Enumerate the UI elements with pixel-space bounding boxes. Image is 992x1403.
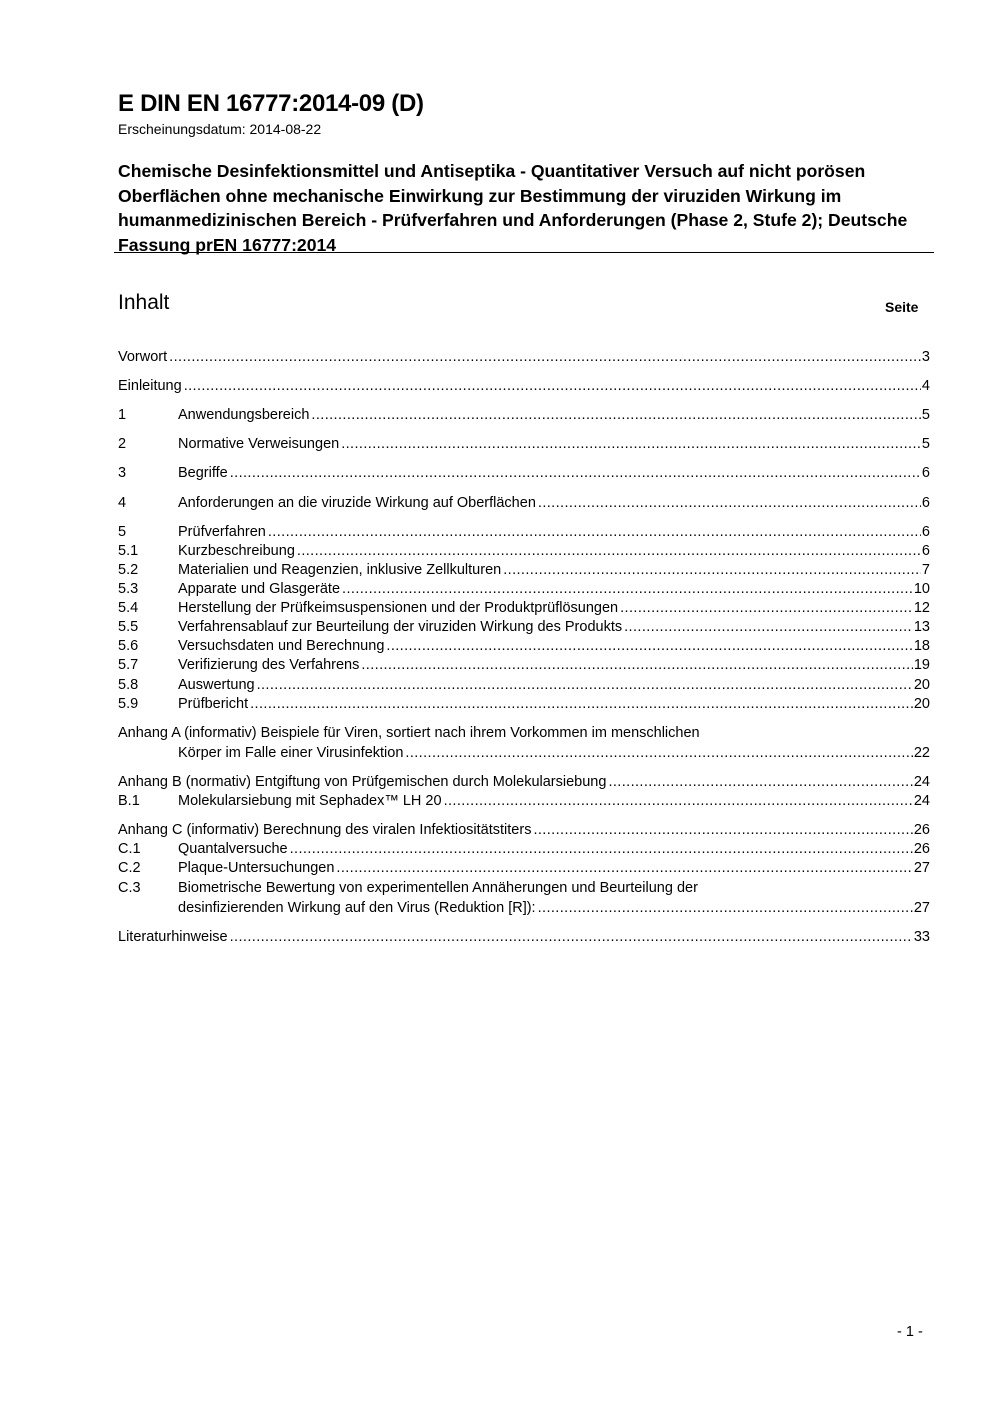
toc-entry-number: 5.5 [118,619,139,635]
toc-entry-page: 20 [913,677,930,693]
toc-entry-label: Apparate und Glasgeräte [178,581,341,597]
toc-entry-number: 5.8 [118,677,139,693]
toc-entry[interactable] [118,348,930,367]
toc-entry-page: 6 [921,465,930,481]
toc-entry-label: Kurzbeschreibung [178,543,295,559]
toc-entry[interactable] [118,656,930,675]
toc-entry-number: 5.9 [118,696,139,712]
toc-entry[interactable] [118,435,930,454]
toc-entry[interactable] [118,792,930,811]
toc-entry-label: Versuchsdaten und Berechnung [178,638,385,654]
toc-entry-number: 5.7 [118,657,139,673]
toc-entry-page: 5 [921,407,930,423]
toc-entry-label: Begriffe [178,465,228,481]
page-number: - 1 - [897,1324,923,1340]
toc-dot-leader [184,377,921,396]
toc-entry[interactable] [118,879,930,918]
toc-entry-page: 4 [921,378,930,394]
toc-entry-page: 26 [913,841,930,857]
toc-entry[interactable] [118,580,930,599]
toc-entry-page: 6 [921,495,930,511]
toc-entry-label: Prüfbericht [178,696,249,712]
toc-entry-label: Anhang A (informativ) Beispiele für Viren, sortiert nach ihrem Vorkommen im menschlichen [118,725,700,741]
toc-entry-number: 5.2 [118,562,139,578]
toc-entry[interactable] [118,695,930,714]
toc-dot-leader [336,859,912,878]
toc-entry-page: 33 [913,929,930,945]
toc-entry-label: Anhang C (informativ) Berechnung des viralen Infektiositätstiters [118,822,532,838]
document-id: E DIN EN 16777:2014-09 (D) [118,90,424,117]
toc-entry[interactable] [118,542,930,561]
toc-dot-leader [361,656,913,675]
toc-entry-number: 5.3 [118,581,139,597]
toc-dot-leader [608,773,912,792]
toc-entry-page: 7 [921,562,930,578]
toc-dot-leader [230,464,921,483]
toc-entry[interactable] [118,377,930,396]
toc-entry-page: 22 [913,745,930,761]
toc-page-column-heading: Seite [885,299,919,315]
toc-entry-number: 5.1 [118,543,139,559]
toc-entry-number: B.1 [118,793,140,809]
toc-entry-label: Anwendungsbereich [178,407,310,423]
toc-dot-leader [169,348,921,367]
toc-dot-leader [503,561,921,580]
toc-entry[interactable] [118,406,930,425]
toc-entry-page: 18 [913,638,930,654]
toc-entry[interactable] [118,840,930,859]
toc-entry-page: 6 [921,543,930,559]
toc-dot-leader [230,928,913,947]
toc-dot-leader [250,695,913,714]
toc-entry-number: 5.6 [118,638,139,654]
toc-entry-label: Herstellung der Prüfkeimsuspensionen und der Produktprüflösungen [178,600,619,616]
toc-entry-page: 6 [921,524,930,540]
toc-entry-page: 27 [913,900,930,916]
toc-entry-label: Verfahrensablauf zur Beurteilung der viruziden Wirkung des Produkts [178,619,623,635]
toc-entry-label: Anforderungen an die viruzide Wirkung auf Oberflächen [178,495,536,511]
toc-entry[interactable] [118,724,930,763]
toc-entry[interactable] [118,773,930,792]
toc-entry-label: Normative Verweisungen [178,436,340,452]
toc-dot-leader [290,840,913,859]
toc-entry-page: 24 [913,793,930,809]
toc-entry[interactable] [118,637,930,656]
toc-entry-number: C.2 [118,860,141,876]
toc-entry-label: Quantalversuche [178,841,288,857]
toc-dot-leader [257,676,913,695]
toc-entry-label: Einleitung [118,378,182,394]
toc-dot-leader [444,792,913,811]
toc-entry[interactable] [118,494,930,513]
toc-dot-leader [342,580,913,599]
toc-entry-page: 19 [913,657,930,673]
toc-dot-leader [386,637,912,656]
toc-entry-page: 13 [913,619,930,635]
toc-entry[interactable] [118,464,930,483]
toc-entry-page: 24 [913,774,930,790]
toc-entry-number: 2 [118,436,127,452]
toc-entry[interactable] [118,599,930,618]
toc-entry-number: 4 [118,495,127,511]
toc-dot-leader [268,523,921,542]
title-divider [114,252,934,253]
toc-entry[interactable] [118,859,930,878]
toc-entry-label: Biometrische Bewertung von experimentellen Annäherungen und Beurteilung der [178,880,698,896]
toc-dot-leader [297,542,921,561]
toc-entry-number: 5.4 [118,600,139,616]
toc-entry[interactable] [118,561,930,580]
toc-entry[interactable] [118,676,930,695]
toc-entry-label: Plaque-Untersuchungen [178,860,335,876]
toc-entry-page: 26 [913,822,930,838]
toc-dot-leader [538,899,913,918]
toc-entry[interactable] [118,618,930,637]
toc-entry[interactable] [118,928,930,947]
toc-entry-label-continuation: desinfizierenden Wirkung auf den Virus (Reduktion [R]): [178,900,536,916]
toc-entry-page: 3 [921,349,930,365]
toc-entry-label: Verifizierung des Verfahrens [178,657,360,673]
toc-entry-page: 27 [913,860,930,876]
toc-entry-number: 5 [118,524,127,540]
toc-entry[interactable] [118,523,930,542]
toc-entry-number: 3 [118,465,127,481]
publication-date: Erscheinungsdatum: 2014-08-22 [118,121,322,137]
toc-entry-number: C.1 [118,841,141,857]
toc-entry-page: 12 [913,600,930,616]
toc-entry-page: 10 [913,581,930,597]
toc-dot-leader [624,618,913,637]
toc-entry[interactable] [118,821,930,840]
toc-entry-label: Vorwort [118,349,168,365]
toc-entry-label-continuation: Körper im Falle einer Virusinfektion [178,745,404,761]
toc-entry-label: Literaturhinweise [118,929,228,945]
toc-heading: Inhalt [118,291,170,314]
toc-dot-leader [405,744,912,763]
toc-entry-number: C.3 [118,880,141,896]
toc-entry-page: 20 [913,696,930,712]
toc-dot-leader [538,494,921,513]
toc-dot-leader [311,406,921,425]
document-title: Chemische Desinfektionsmittel und Antiseptika - Quantitativer Versuch auf nicht porösen Oberflächen ohne mechanische Einwirkung zur Bestimmung der viruziden Wirkung im humanmedizinischen Bereich - Prüfverfahren und Anforderungen (Phase 2, Stufe 2); Deutsche Fassung prEN 16777:2014 [118,161,908,255]
toc-entry-number: 1 [118,407,127,423]
toc-dot-leader [341,435,921,454]
toc-entry-label: Molekularsiebung mit Sephadex™ LH 20 [178,793,442,809]
toc-dot-leader [533,821,912,840]
toc-entry-label: Anhang B (normativ) Entgiftung von Prüfgemischen durch Molekularsiebung [118,774,607,790]
toc-entry-label: Prüfverfahren [178,524,266,540]
toc-entry-label: Materialien und Reagenzien, inklusive Zellkulturen [178,562,502,578]
toc-dot-leader [620,599,913,618]
toc-entry-page: 5 [921,436,930,452]
toc-entry-label: Auswertung [178,677,255,693]
